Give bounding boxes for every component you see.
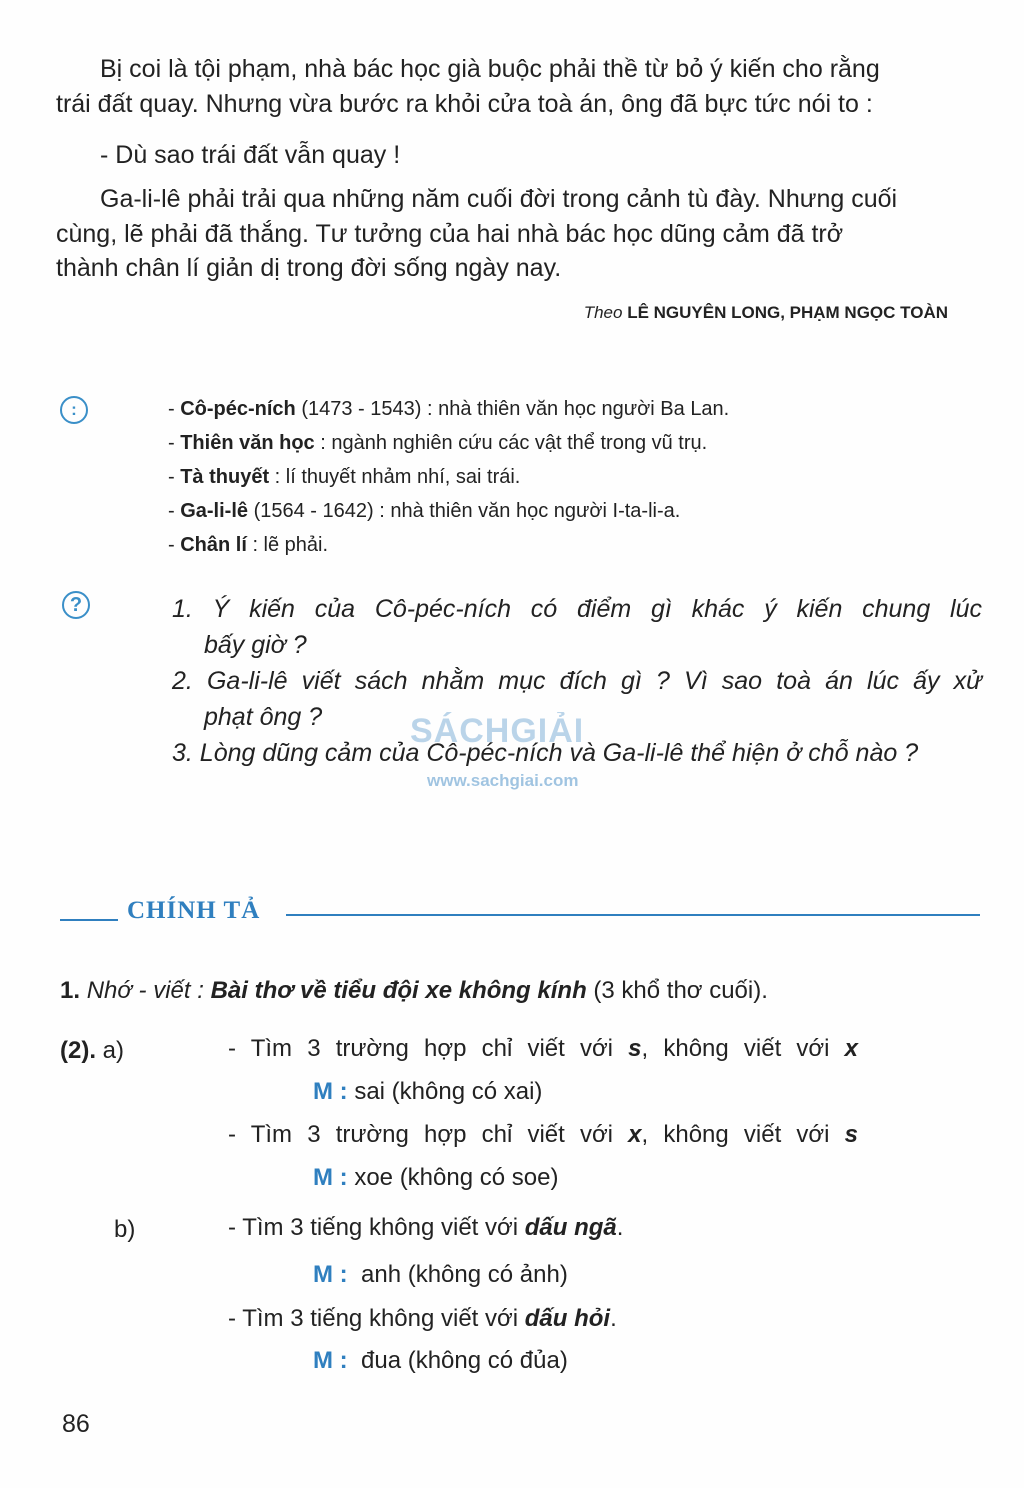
para2-line3: thành chân lí giản dị trong đời sống ngày nay. — [56, 254, 562, 282]
exercise-2b-task1: - Tìm 3 tiếng không viết với dấu ngã. — [228, 1214, 624, 1241]
para2-line1: Ga-li-lê phải trải qua những năm cuối đời trong cảnh tù đày. Nhưng cuối — [100, 185, 898, 213]
watermark-url: www.sachgiai.com — [427, 771, 579, 790]
question-3: 3. Lòng dũng cảm của Cô-péc-ních và Ga-li-lê thể hiện ở chỗ nào ? — [172, 739, 919, 767]
watermark-logo: SÁCHGIẢI — [410, 712, 585, 750]
credit-prefix: Theo — [583, 303, 623, 322]
glossary-list — [168, 392, 729, 562]
exercise-2a-task2: - Tìm 3 trường hợp chỉ viết với x, không viết với s — [228, 1121, 858, 1148]
glossary-item: - Chân lí : lẽ phải. — [168, 534, 329, 556]
para1-line2: trái đất quay. Nhưng vừa bước ra khỏi cửa toà án, ông đã bực tức nói to : — [56, 90, 873, 118]
credit-authors: LÊ NGUYÊN LONG, PHẠM NGỌC TOÀN — [627, 303, 948, 322]
exercise-2a-example2: M : xoe (không có soe) — [313, 1164, 559, 1191]
glossary-item: - Tà thuyết : lí thuyết nhảm nhí, sai trái. — [168, 466, 521, 488]
section-rule-right — [286, 914, 980, 916]
exercise-2-label: (2). a) — [60, 1037, 125, 1064]
glossary-item: - Thiên văn học : ngành nghiên cứu các vật thể trong vũ trụ. — [168, 432, 708, 454]
author-credit — [584, 303, 948, 323]
exercise-1: 1. Nhớ - viết : Bài thơ về tiểu đội xe không kính (3 khổ thơ cuối). — [60, 977, 768, 1004]
exercise-2b-example2: M : đua (không có đủa) — [313, 1347, 568, 1374]
glossary-icon: : — [60, 396, 88, 424]
exercise-2a-task1: - Tìm 3 trường hợp chỉ viết với s, không viết với x — [228, 1035, 858, 1062]
exercise-2b-example1: M : anh (không có ảnh) — [313, 1261, 568, 1288]
glossary-item: - Cô-péc-ních (1473 - 1543) : nhà thiên văn học người Ba Lan. — [168, 398, 730, 420]
section-title: CHÍNH TẢ — [127, 897, 261, 924]
glossary-item: - Ga-li-lê (1564 - 1642) : nhà thiên văn học người I-ta-li-a. — [168, 500, 681, 522]
question-icon: ? — [62, 591, 90, 619]
question-1: 1. Ý kiến của Cô-péc-ních có điểm gì khác ý kiến chung lúc bấy giờ ? — [172, 595, 982, 659]
question-2: 2. Ga-li-lê viết sách nhằm mục đích gì ? Vì sao toà án lúc ấy xử phạt ông ? — [172, 667, 982, 731]
exercise-2a-example1: M : sai (không có xai) — [313, 1078, 543, 1105]
section-rule-left — [60, 919, 118, 921]
exercise-2b-task2: - Tìm 3 tiếng không viết với dấu hỏi. — [228, 1305, 617, 1332]
page-number: 86 — [62, 1410, 90, 1438]
para1-line1: Bị coi là tội phạm, nhà bác học già buộc phải thề từ bỏ ý kiến cho rằng — [100, 55, 880, 83]
exercise-2b-label: b) — [114, 1216, 136, 1243]
para2-line2: cùng, lẽ phải đã thắng. Tư tưởng của hai nhà bác học dũng cảm đã trở — [56, 220, 844, 248]
quote-line: - Dù sao trái đất vẫn quay ! — [100, 141, 401, 169]
